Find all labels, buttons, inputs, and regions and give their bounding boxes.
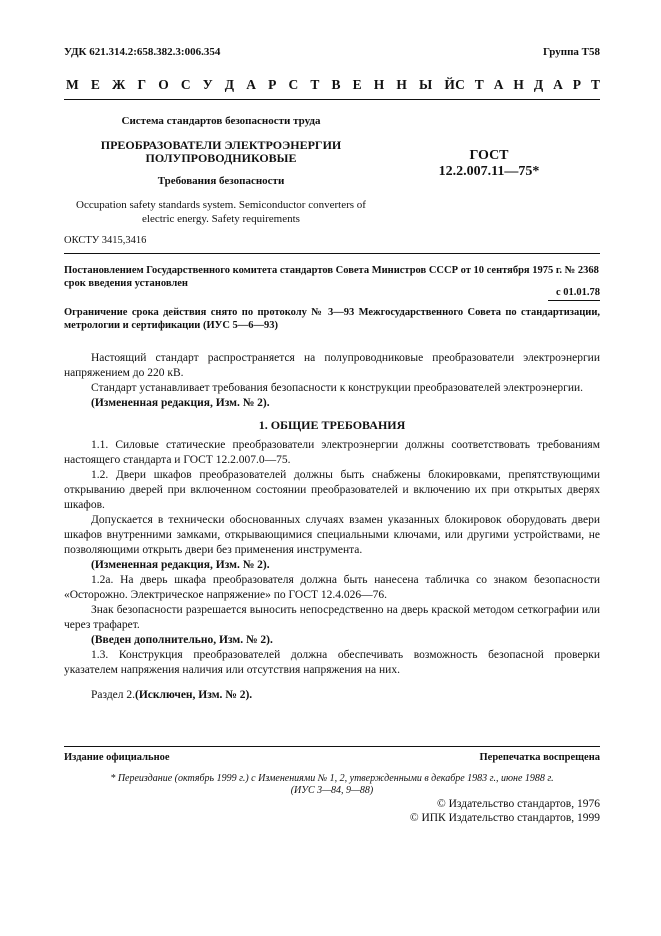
banner-letter: Н (373, 77, 385, 92)
clause-1-1: 1.1. Силовые статические преобразователи электроэнергии должны соответствовать требованиям настоящего стандарта и ГОСТ 12.2.007.0—75. (64, 439, 600, 466)
clause-1-2a-sign: Знак безопасности разрешается выносить непосредственно на дверь краской методом сеткографии или через трафарет. (64, 604, 600, 631)
section-2-note (64, 688, 600, 703)
english-title (62, 198, 380, 226)
okstu-code: ОКСТУ 3415,3416 (64, 235, 147, 246)
section-2-prefix: Раздел 2. (91, 689, 136, 701)
banner-word-standard (455, 77, 600, 93)
copyright-1999: © ИПК Издательство стандартов, 1999 (409, 812, 600, 824)
intro-paragraph-2: Стандарт устанавливает требования безопасности к конструкции преобразователей электроэнергии. (91, 382, 584, 394)
section-2-excluded: (Исключен, Изм. № 2). (135, 689, 253, 701)
udk-code: УДК 621.314.2:658.382.3:006.354 (64, 46, 221, 58)
document-subtitle: Требования безопасности (157, 175, 285, 187)
document-body (64, 351, 600, 703)
amendment-note-2: (Измененная редакция, Изм. № 2). (91, 559, 270, 571)
banner-letter: Н (396, 77, 407, 92)
english-line-2: electric energy. Safety requirements (142, 213, 300, 225)
clause-1-2a: 1.2а. На дверь шкафа преобразователя должна быть нанесена табличка со знаком безопасности «Осторожно. Электрическое напряжение» по ГОСТ 12.4.026—76. (64, 574, 600, 601)
banner-letter: А (553, 77, 563, 92)
banner-letter: С (455, 77, 465, 92)
date-underline (548, 300, 600, 301)
banner-letter: Й (444, 77, 455, 92)
official-edition: Издание официальное (64, 752, 170, 763)
copyright-1976: © Издательство стандартов, 1976 (436, 798, 600, 810)
banner-letter: С (288, 77, 299, 92)
title-line-1: ПРЕОБРАЗОВАТЕЛИ ЭЛЕКТРОЭНЕРГИИ (100, 138, 342, 152)
banner-letter: Н (513, 77, 524, 92)
amendment-note-3: (Введен дополнительно, Изм. № 2). (91, 634, 273, 646)
reissue-line-1: * Переиздание (октябрь 1999 г.) с Изменениями № 1, 2, утвержденными в декабре 1983 г., июне 1988 г. (110, 773, 554, 784)
decree-line-1: Постановлением Государственного комитета стандартов Совета Министров СССР от 10 сентября 1975 г. № 2368 (64, 265, 599, 276)
banner-letter: У (202, 77, 213, 92)
system-name: Система стандартов безопасности труда (121, 115, 321, 127)
banner-letter: Р (268, 77, 277, 92)
document-title (62, 139, 380, 165)
banner-letter: Ы (419, 77, 433, 92)
intro-paragraph-1: Настоящий стандарт распространяется на полупроводниковые преобразователи электроэнергии напряжением до 220 кВ. (64, 352, 600, 379)
banner-letter: Т (310, 77, 320, 92)
clause-1-2-allowance: Допускается в технически обоснованных случаях взамен указанных блокировок оборудовать двери шкафов внутренними замками, открывающимися специальными ключами, или другими устройствами, не позволяющими открыть двери без применения инструмента. (64, 514, 600, 556)
banner-letter: Е (352, 77, 362, 92)
banner-letter: В (331, 77, 341, 92)
banner-word-interstate (66, 77, 455, 93)
banner-letter: А (493, 77, 504, 92)
english-line-1: Occupation safety standards system. Semiconductor converters of (76, 199, 366, 211)
group-code: Группа Т58 (542, 46, 600, 58)
restriction-note: Ограничение срока действия снято по протоколу № 3—93 Межгосударственного Совета по стандартизации, метрологии и сертификации (ИУС 5—6—93) (64, 307, 600, 331)
banner-letter: Т (474, 77, 484, 92)
gost-label: ГОСТ (469, 148, 509, 163)
banner-letter: А (246, 77, 256, 92)
banner-letter: Т (590, 77, 600, 92)
decree-text (64, 264, 600, 290)
gost-number: 12.2.007.11—75* (438, 164, 540, 179)
banner-letter: О (158, 77, 169, 92)
section-1-heading: 1. ОБЩИЕ ТРЕБОВАНИЯ (258, 418, 406, 432)
banner-letter: Е (90, 77, 100, 92)
banner-letter: Д (533, 77, 544, 92)
banner-letter: Г (137, 77, 147, 92)
reissue-note (64, 773, 600, 797)
clause-1-2: 1.2. Двери шкафов преобразователей должны быть снабжены блокировками, препятствующими открыванию дверей при включенном состоянии преобразователей и включению их при открытых дверях шкафов. (64, 469, 600, 511)
decree-line-2: срок введения установлен (64, 278, 188, 289)
clause-1-3: 1.3. Конструкция преобразователей должна обеспечивать возможность безопасной проверки указателем напряжения наличия или отсутствия напряжения на них. (64, 649, 600, 676)
okstu-rule (64, 253, 600, 254)
banner-letter: М (66, 77, 79, 92)
banner-letter: Д (224, 77, 235, 92)
banner-letter: С (180, 77, 191, 92)
gost-designation (408, 148, 570, 180)
banner-letter: Р (572, 77, 582, 92)
title-line-2: ПОЛУПРОВОДНИКОВЫЕ (145, 151, 297, 165)
amendment-note-1: (Измененная редакция, Изм. № 2). (91, 397, 270, 409)
banner-rule (64, 99, 600, 100)
effective-date: с 01.01.78 (555, 287, 600, 298)
banner-letter: Ж (112, 77, 126, 92)
footer-rule (64, 746, 600, 747)
standard-banner (66, 77, 600, 93)
reissue-line-2: (ИУС 3—84, 9—88) (290, 785, 374, 796)
reprint-prohibited: Перепечатка воспрещена (479, 752, 600, 763)
